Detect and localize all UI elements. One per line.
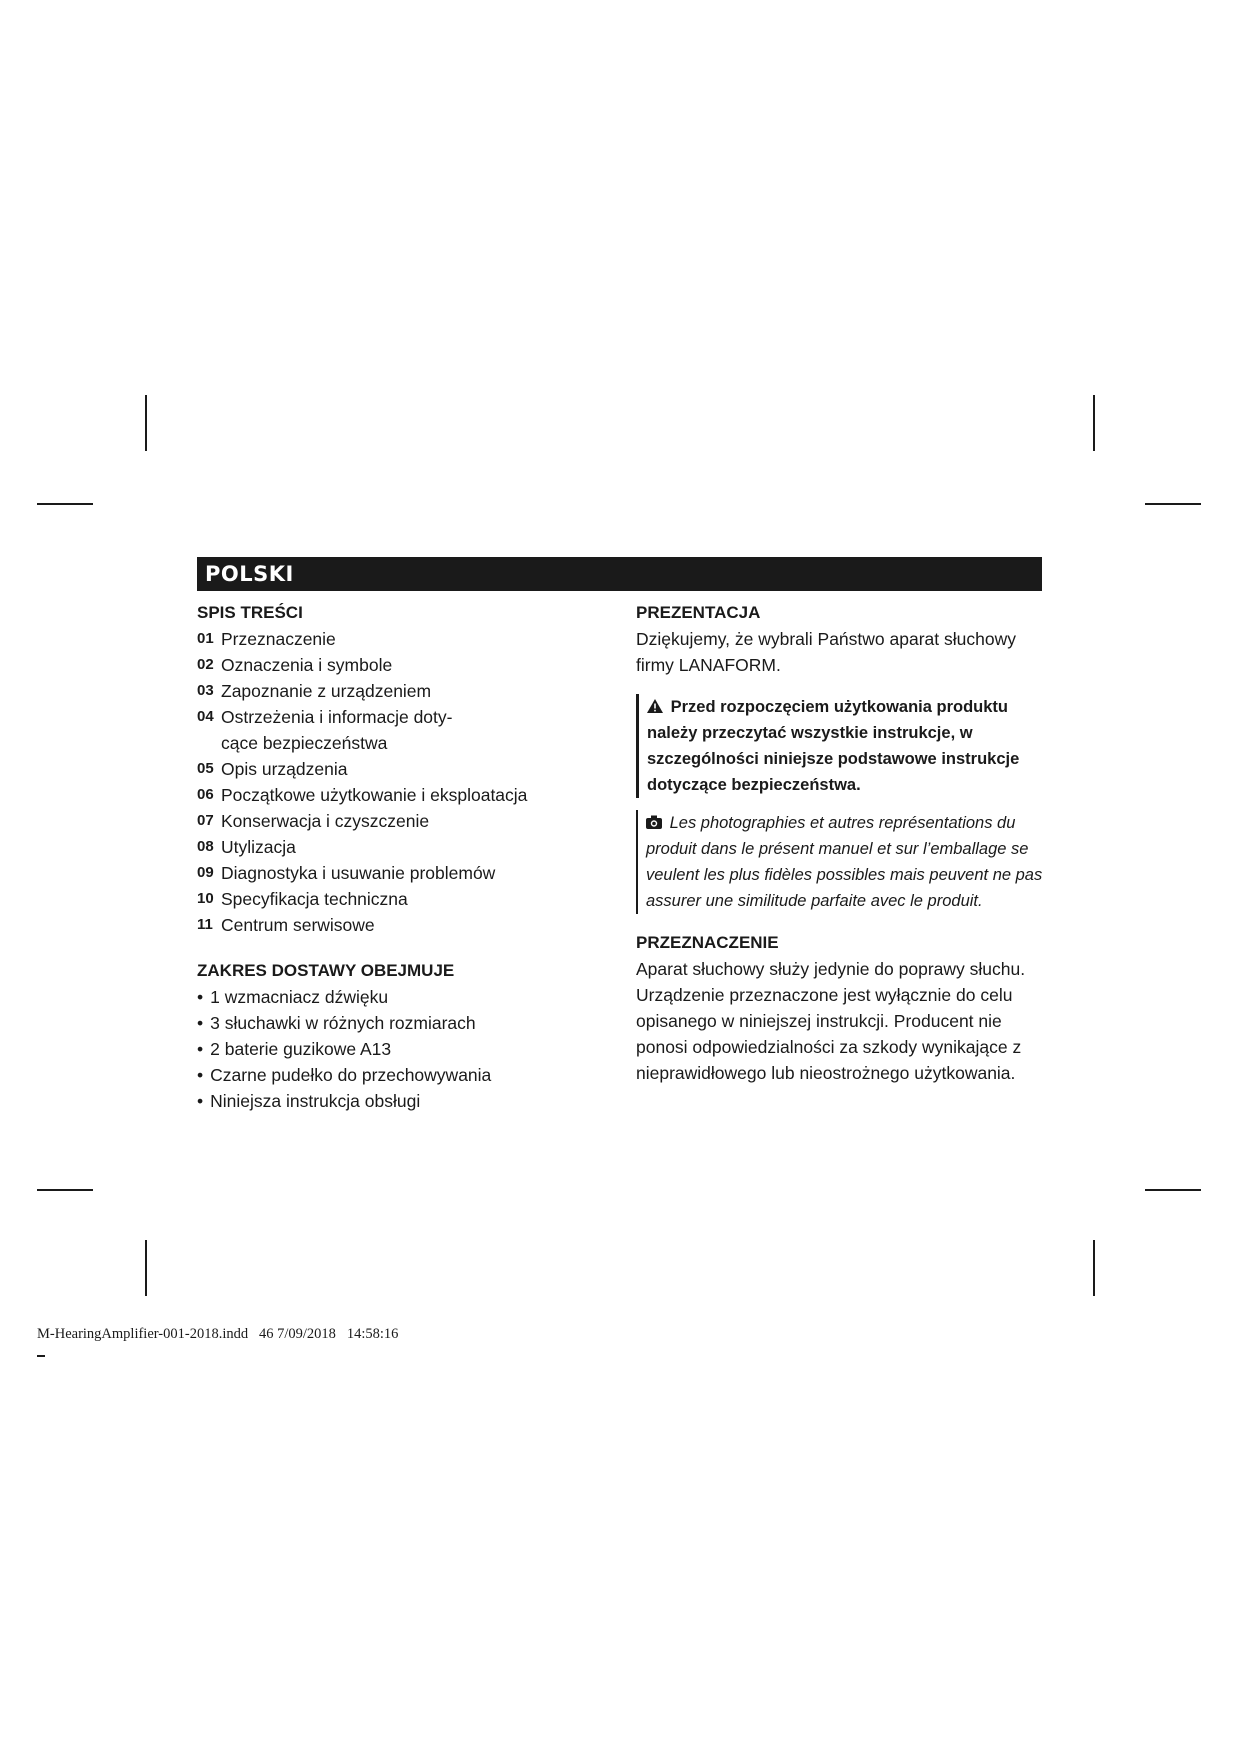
toc-item [197, 912, 597, 938]
toc-item-label: Zapoznanie z urządzeniem [221, 681, 432, 701]
toc-item [197, 834, 597, 860]
toc-item-label: Utylizacja [221, 837, 296, 857]
toc-item-number: 01 [197, 630, 214, 647]
right-column [636, 600, 1056, 1086]
purpose-title: PRZEZNACZENIE [636, 933, 779, 952]
delivery-title: ZAKRES DOSTAWY OBEJMUJE [197, 961, 455, 980]
list-item: • Niniejsza instrukcja obsługi [197, 1088, 597, 1114]
toc-item [197, 808, 597, 834]
toc-item [197, 704, 597, 756]
toc-item-label: Początkowe użytkowanie i eksploatacja [221, 785, 528, 805]
crop-mark-bottom-left [145, 1240, 147, 1296]
toc-title: SPIS TREŚCI [197, 603, 303, 622]
toc-item-label: Specyfikacja techniczna [221, 889, 408, 909]
toc-item [197, 652, 597, 678]
list-item: • 1 wzmacniacz dźwięku [197, 984, 597, 1010]
toc-item-label: Oznaczenia i symbole [221, 655, 393, 675]
toc-item-label: Centrum serwisowe [221, 915, 375, 935]
crop-mark-left-lower [37, 1189, 93, 1191]
toc-item [197, 678, 597, 704]
left-column [197, 600, 597, 1114]
crop-mark-bottom-right [1093, 1240, 1095, 1296]
crop-mark-top-left [145, 395, 147, 451]
purpose-text: Aparat słuchowy służy jedynie do poprawy słuchu. Urządzenie przeznaczone jest wyłącznie do celu opisanego w niniejszej instrukcji. Producent nie ponosi odpowiedzialności za szkody wynikające z nieprawidłowego lub nieostrożnego użytkowania. [636, 959, 1026, 1083]
toc-item-number: 03 [197, 682, 214, 699]
warning-text: Przed rozpoczęciem użytkowania produktu należy przeczytać wszystkie instrukcje, w szczególności niniejsze podstawowe instrukcje dotyczące bezpieczeństwa. [647, 698, 1020, 794]
photo-disclaimer-text: Les photographies et autres représentations du produit dans le présent manuel et sur l’emballage se veulent les plus fidèles possibles mais peuvent ne pas assurer une similitude parfaite avec le produit. [646, 814, 1043, 910]
presentation-text: Dziękujemy, że wybrali Państwo aparat słuchowy firmy LANAFORM. [636, 629, 1016, 675]
toc-item-number: 06 [197, 786, 214, 803]
toc-item [197, 626, 597, 652]
list-item: • 2 baterie guzikowe A13 [197, 1036, 597, 1062]
toc-list [197, 626, 597, 938]
toc-item [197, 860, 597, 886]
toc-item [197, 782, 597, 808]
slug-time: 14:58:16 [346, 1326, 399, 1342]
list-item: • Czarne pudełko do przechowywania [197, 1062, 597, 1088]
crop-mark-top-right [1093, 395, 1095, 451]
delivery-list [197, 984, 597, 1114]
safety-warning [636, 694, 1056, 798]
toc-item-number: 10 [197, 890, 214, 907]
toc-item-number: 08 [197, 838, 214, 855]
slug-page: 46 [259, 1326, 274, 1342]
toc-item-label: Diagnostyka i usuwanie problemów [221, 863, 496, 883]
language-header-bar: POLSKI [197, 557, 1042, 591]
print-slug [37, 1326, 398, 1343]
crop-mark-right-upper [1145, 503, 1201, 505]
toc-item-number: 09 [197, 864, 214, 881]
toc-item [197, 756, 597, 782]
toc-item-number: 11 [197, 916, 213, 933]
warning-icon [647, 698, 668, 716]
slug-dash [37, 1355, 45, 1357]
toc-item-label: Przeznaczenie [221, 629, 336, 649]
toc-item-label: Konserwacja i czyszczenie [221, 811, 430, 831]
toc-item-number: 04 [197, 708, 214, 725]
crop-mark-right-lower [1145, 1189, 1201, 1191]
toc-item-number: 05 [197, 760, 214, 777]
photo-disclaimer [636, 810, 1056, 914]
presentation-title: PREZENTACJA [636, 603, 761, 622]
toc-item-label: Ostrzeżenia i informacje doty-cące bezpieczeństwa [221, 707, 453, 753]
toc-item-number: 02 [197, 656, 214, 673]
toc-item-label: Opis urządzenia [221, 759, 348, 779]
slug-date: 7/09/2018 [277, 1326, 336, 1342]
slug-filename: M-HearingAmplifier-001-2018.indd [37, 1326, 249, 1342]
camera-icon [646, 814, 667, 832]
crop-mark-left-upper [37, 503, 93, 505]
toc-item [197, 886, 597, 912]
toc-item-number: 07 [197, 812, 214, 829]
list-item: • 3 słuchawki w różnych rozmiarach [197, 1010, 597, 1036]
